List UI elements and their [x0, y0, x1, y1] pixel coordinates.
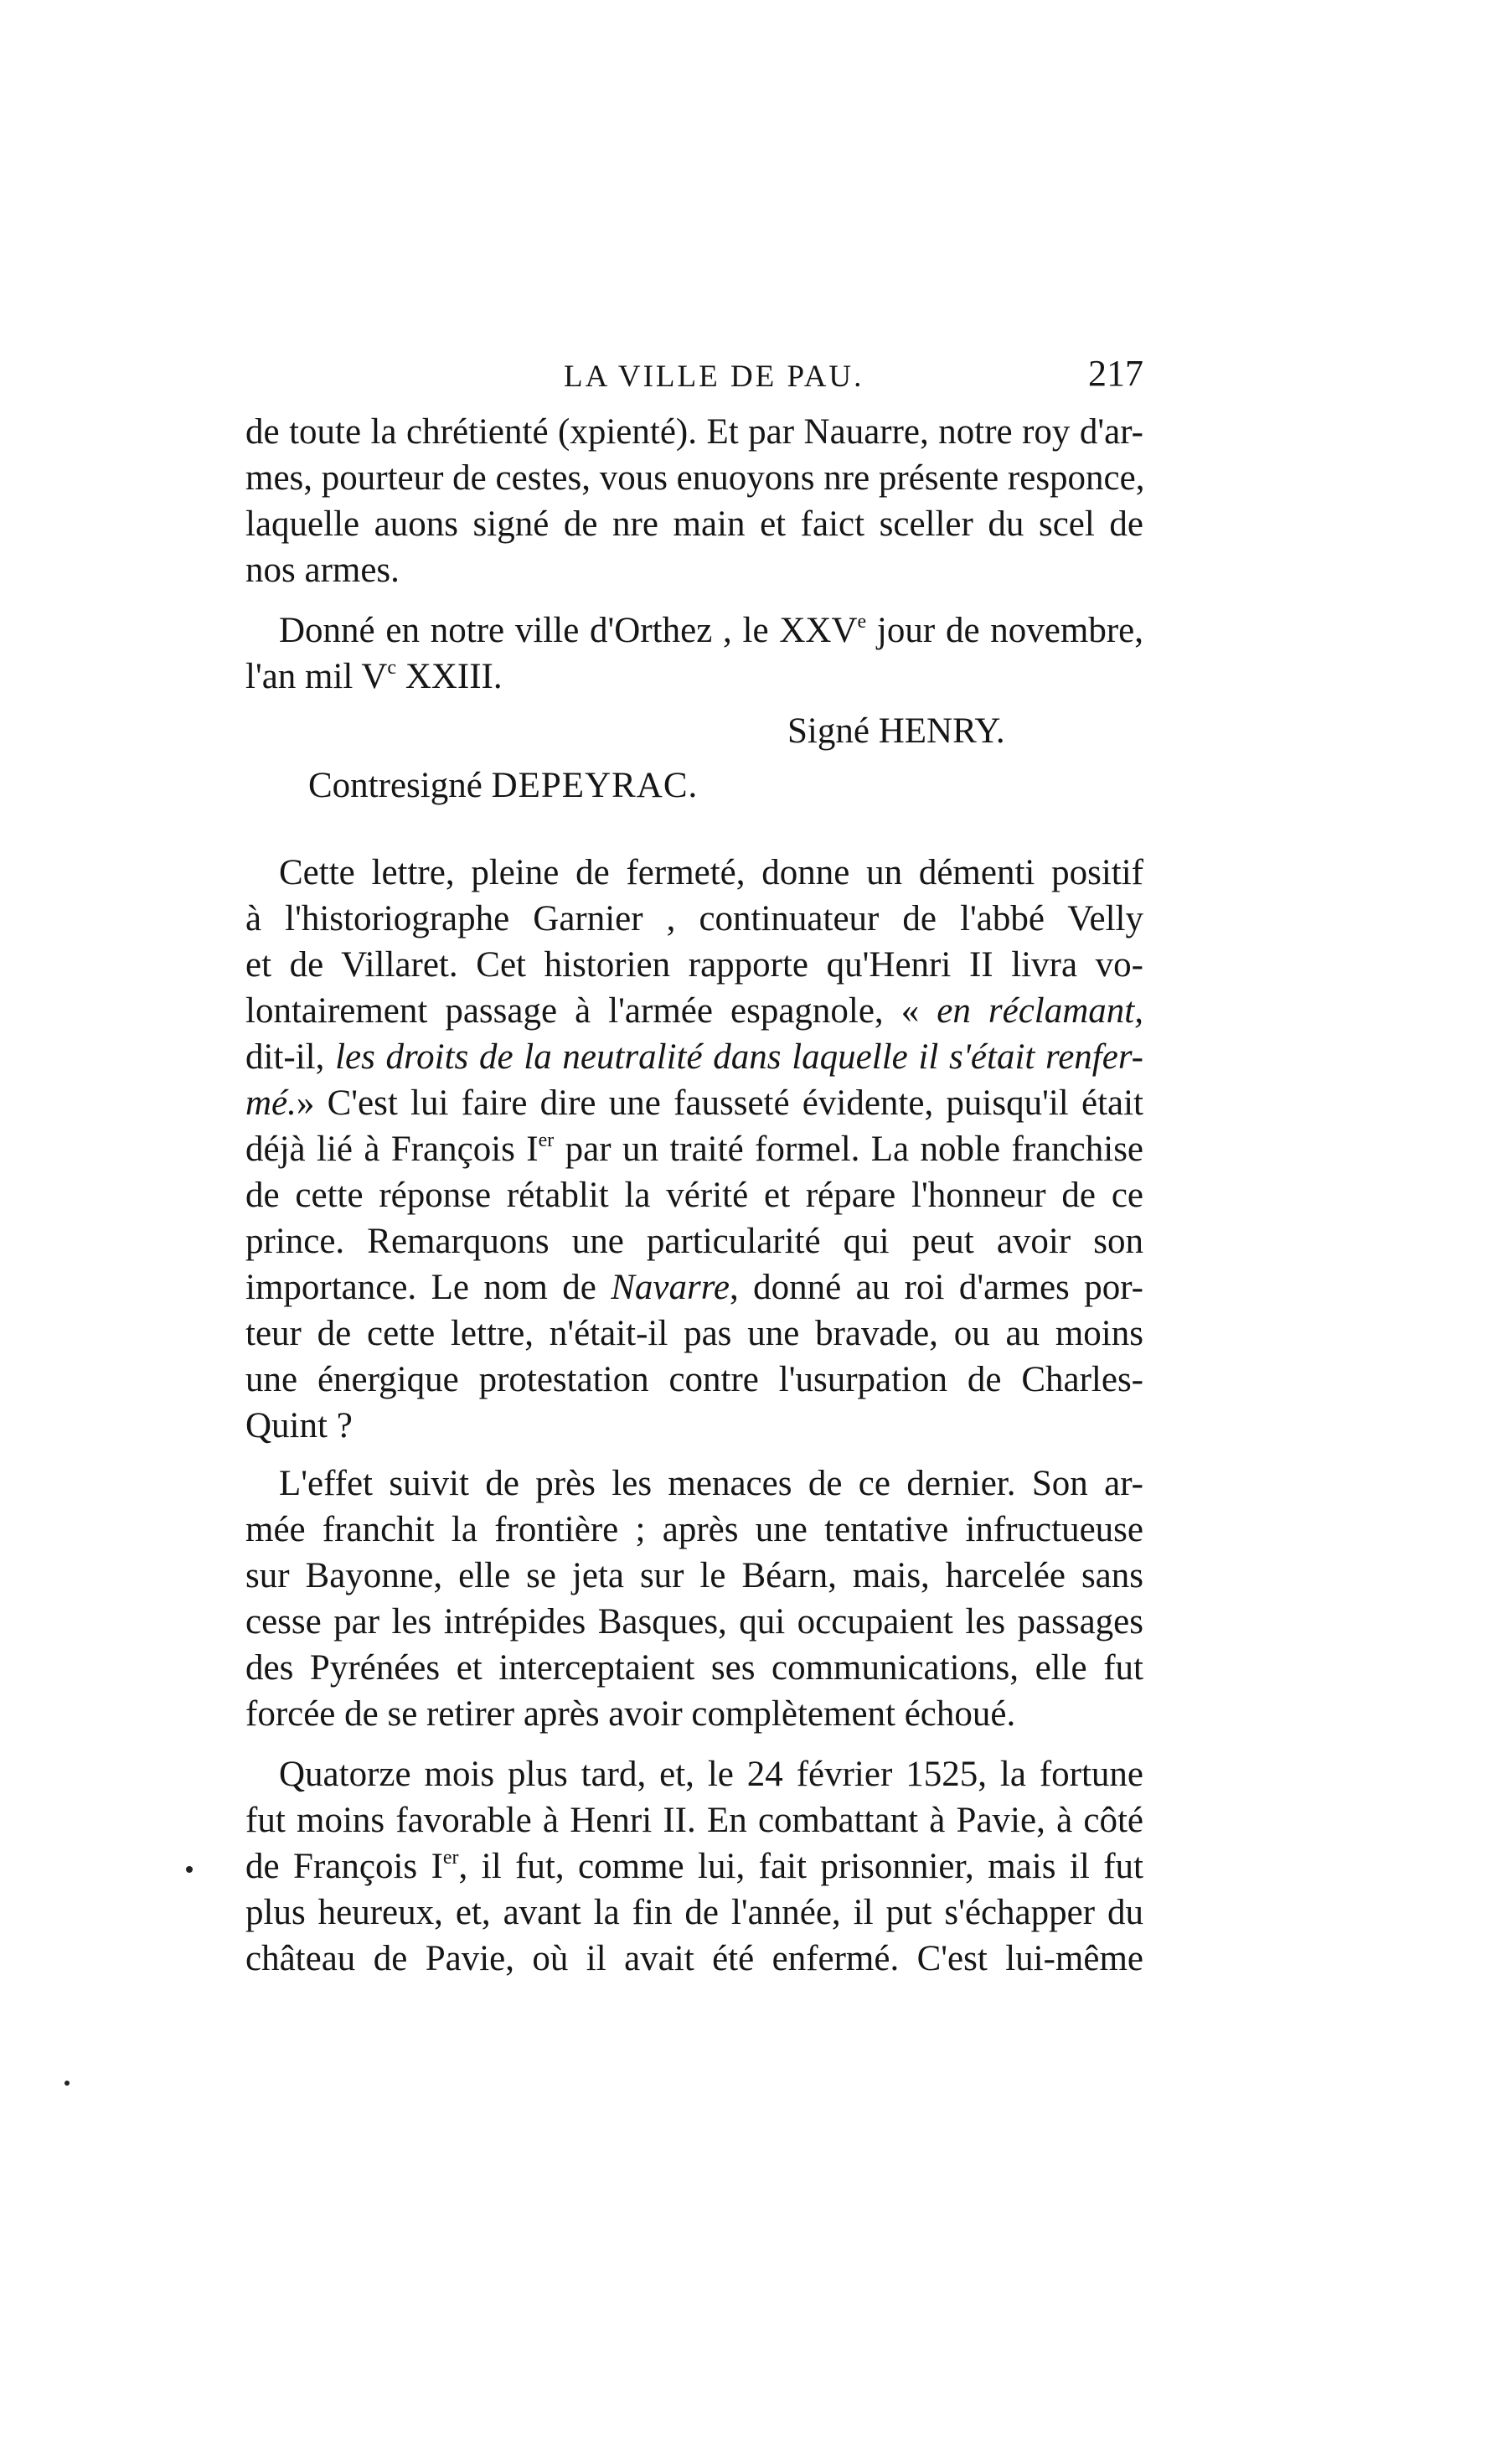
signature: Signé HENRY.	[787, 711, 1005, 751]
paragraph-line: Quatorze mois plus tard, et, le 24 février 1525, la fortune	[279, 1755, 1143, 1794]
paragraph-line: de François Ier, il fut, comme lui, fait prisonnier, mais il fut	[245, 1846, 1143, 1886]
letter-date-line: Donné en notre ville d'Orthez , le XXVe jour de novembre,	[279, 610, 1143, 650]
paragraph-line: fut moins favorable à Henri II. En combattant à Pavie, à côté	[245, 1801, 1143, 1840]
paragraph-line: L'effet suivit de près les menaces de ce dernier. Son ar-	[279, 1464, 1143, 1503]
paragraph-line: mé.» C'est lui faire dire une fausseté évidente, puisqu'il était	[245, 1083, 1143, 1123]
countersignature: Contresigné DEPEYRAC.	[308, 766, 699, 805]
page-number: 217	[1088, 353, 1143, 394]
letter-line: nos armes.	[245, 551, 400, 590]
paragraph-line: cesse par les intrépides Basques, qui occupaient les passages	[245, 1602, 1143, 1642]
page-header	[245, 353, 1143, 401]
paragraph-line: importance. Le nom de Navarre, donné au roi d'armes por-	[245, 1268, 1143, 1307]
paragraph-line: prince. Remarquons une particularité qui peut avoir son	[245, 1222, 1143, 1261]
paragraph-line: et de Villaret. Cet historien rapporte qu'Henri II livra vo-	[245, 945, 1143, 985]
paragraph-line: une énergique protestation contre l'usurpation de Charles-	[245, 1360, 1143, 1399]
letter-line: de toute la chrétienté (xpienté). Et par Nauarre, notre roy d'ar-	[245, 412, 1143, 452]
running-head: LA VILLE DE PAU.	[564, 359, 864, 394]
print-speck	[186, 1866, 193, 1873]
paragraph-line: à l'historiographe Garnier , continuateur de l'abbé Velly	[245, 899, 1143, 938]
paragraph-line: plus heureux, et, avant la fin de l'année, il put s'échapper du	[245, 1893, 1143, 1932]
paragraph-line: lontairement passage à l'armée espagnole, « en réclamant,	[245, 991, 1143, 1031]
paragraph-line: Cette lettre, pleine de fermeté, donne un démenti positif	[279, 853, 1143, 892]
paragraph-line: teur de cette lettre, n'était-il pas une bravade, ou au moins	[245, 1314, 1143, 1353]
paragraph-line: Quint ?	[245, 1406, 353, 1445]
letter-line: mes, pourteur de cestes, vous enuoyons nre présente responce,	[245, 458, 1145, 498]
paragraph-line: château de Pavie, où il avait été enfermé. C'est lui-même	[245, 1939, 1143, 1978]
letter-date-line: l'an mil $V^c$ XXIII.	[245, 656, 503, 696]
paragraph-line: de cette réponse rétablit la vérité et répare l'honneur de ce	[245, 1176, 1143, 1215]
letter-line: laquelle auons signé de nre main et faict sceller du scel de	[245, 504, 1143, 544]
paragraph-line: dit-il, les droits de la neutralité dans laquelle il s'était renfer-	[245, 1037, 1144, 1077]
paragraph-line: des Pyrénées et interceptaient ses communications, elle fut	[245, 1648, 1143, 1688]
paragraph-line: sur Bayonne, elle se jeta sur le Béarn, mais, harcelée sans	[245, 1556, 1143, 1595]
print-speck	[65, 2081, 70, 2086]
paragraph-line: déjà lié à François Ier par un traité formel. La noble franchise	[245, 1129, 1144, 1169]
paragraph-line: mée franchit la frontière ; après une tentative infructueuse	[245, 1510, 1143, 1549]
paragraph-line: forcée de se retirer après avoir complètement échoué.	[245, 1694, 1016, 1734]
